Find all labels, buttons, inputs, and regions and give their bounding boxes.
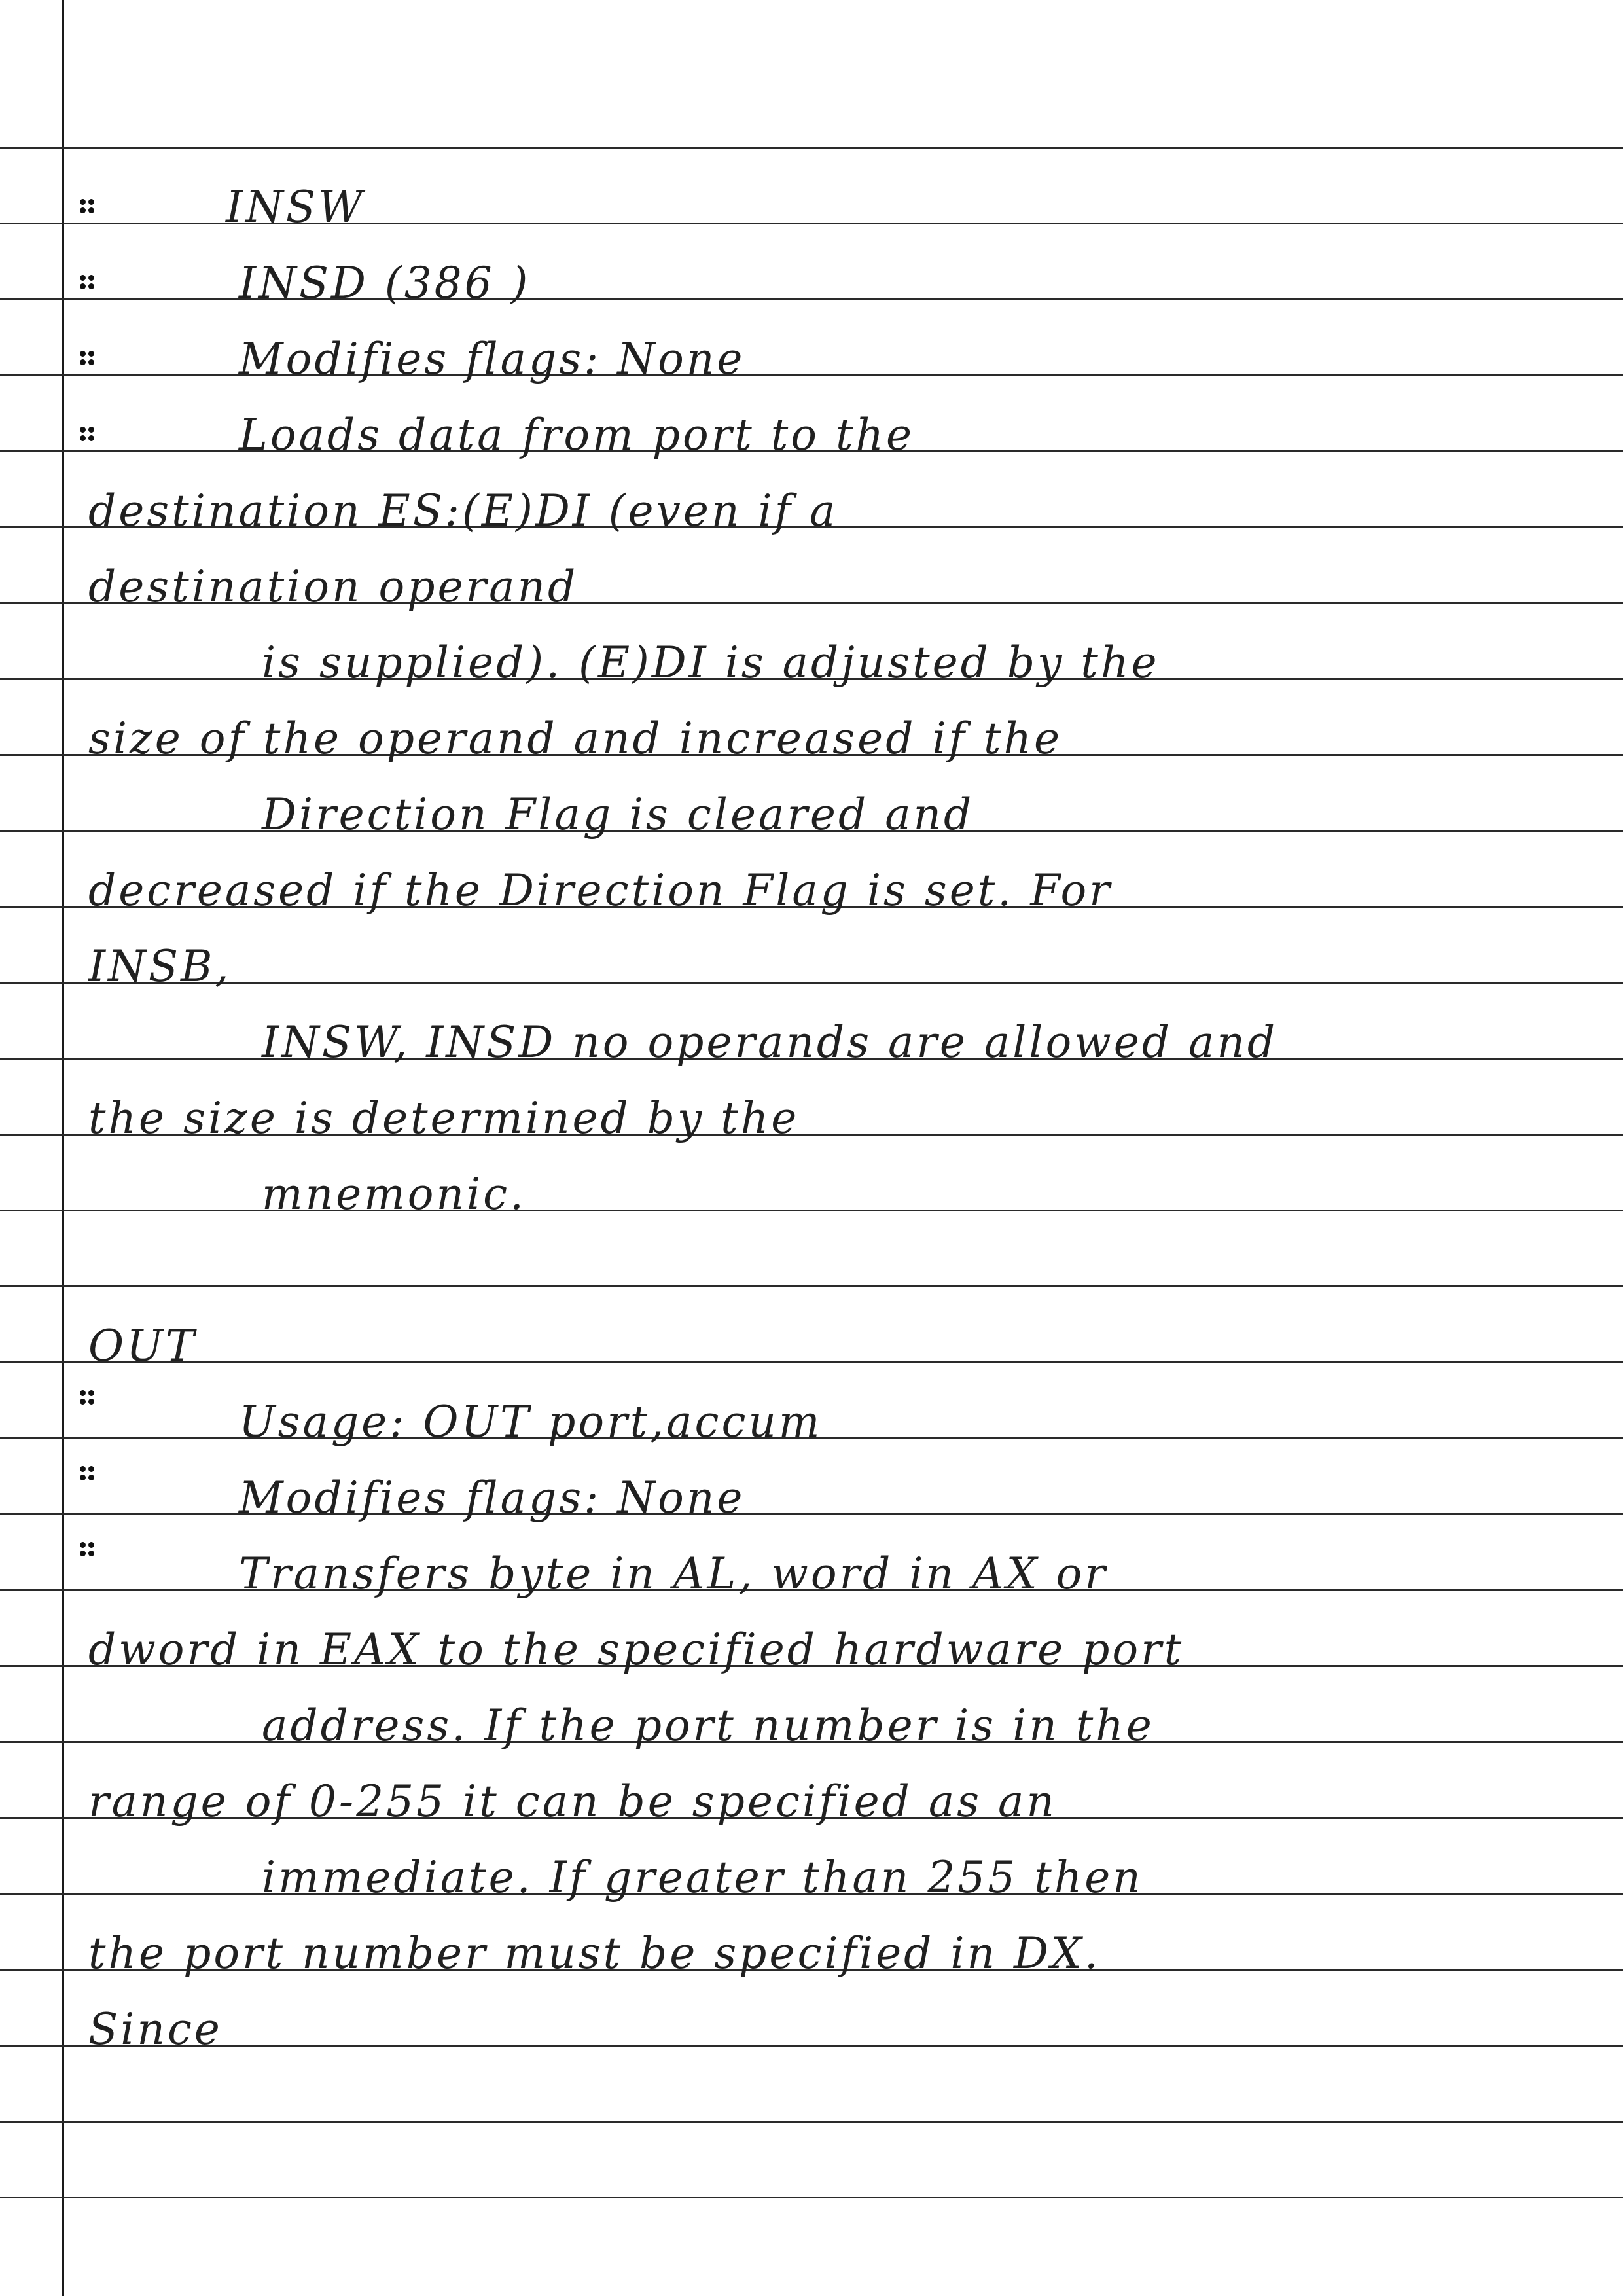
- bullet-dots-icon: [80, 1466, 97, 1483]
- ruled-line: [0, 2045, 1623, 2047]
- note-line: the port number must be specified in DX.: [88, 1928, 1101, 1979]
- bullet-dots-icon: [80, 199, 97, 216]
- ruled-line: [0, 1361, 1623, 1363]
- note-line: Since: [88, 2004, 223, 2054]
- bullet-dots-icon: [80, 275, 97, 292]
- note-line: destination ES:(E)DI (even if a: [88, 486, 838, 536]
- note-line: INSW: [226, 182, 365, 232]
- note-line: the size is determined by the: [88, 1093, 800, 1143]
- ruled-line: [0, 1210, 1623, 1211]
- note-line: is supplied). (E)DI is adjusted by the: [262, 637, 1160, 688]
- note-line: Loads data from port to the: [239, 410, 915, 460]
- ruled-line: [0, 2197, 1623, 2198]
- margin-line: [62, 0, 64, 2296]
- bullet-dots-icon: [80, 351, 97, 368]
- note-line: INSB,: [88, 941, 232, 992]
- note-line: range of 0-255 it can be specified as an: [88, 1776, 1057, 1827]
- note-line: INSW, INSD no operands are allowed and: [262, 1017, 1278, 1067]
- note-line: Modifies flags: None: [239, 334, 745, 384]
- bullet-dots-icon: [80, 1390, 97, 1407]
- note-line: address. If the port number is in the: [262, 1700, 1154, 1751]
- note-line: destination operand: [88, 562, 579, 612]
- section-heading: OUT: [88, 1321, 197, 1371]
- note-line: Transfers byte in AL, word in AX or: [239, 1549, 1108, 1599]
- note-line: mnemonic.: [262, 1169, 527, 1219]
- ruled-line: [0, 982, 1623, 984]
- note-line: Direction Flag is cleared and: [262, 789, 974, 840]
- note-line: Modifies flags: None: [239, 1473, 745, 1523]
- note-line: immediate. If greater than 255 then: [262, 1852, 1143, 1903]
- note-line: Usage: OUT port,accum: [239, 1397, 823, 1447]
- bullet-dots-icon: [80, 427, 97, 444]
- ruled-line: [0, 2121, 1623, 2123]
- note-line: size of the operand and increased if the: [88, 713, 1063, 764]
- ruled-line: [0, 147, 1623, 149]
- note-line: dword in EAX to the specified hardware port: [88, 1624, 1185, 1675]
- note-line: decreased if the Direction Flag is set. For: [88, 865, 1113, 916]
- note-line: INSD (386 ): [239, 258, 531, 308]
- bullet-dots-icon: [80, 1542, 97, 1559]
- ruled-line: [0, 1285, 1623, 1287]
